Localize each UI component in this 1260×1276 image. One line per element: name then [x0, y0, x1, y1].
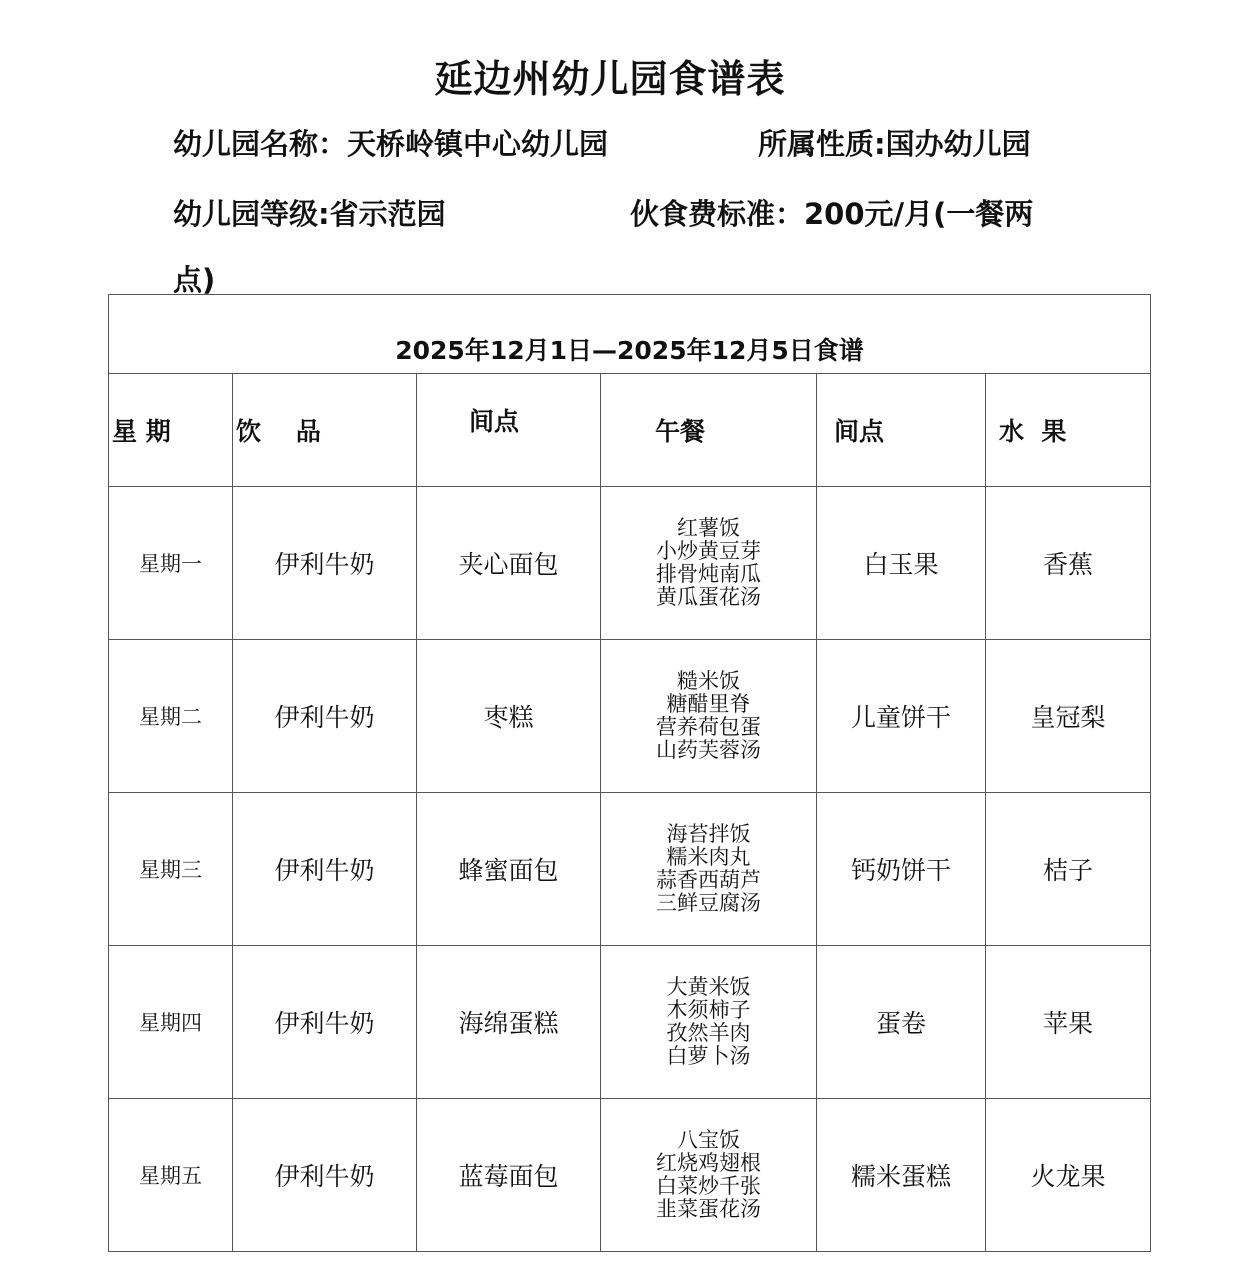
column-header-fruit: 水 果	[986, 374, 1151, 487]
menu-period-title: 2025年12月1日—2025年12月5日食谱	[109, 295, 1151, 374]
table-row-thursday	[109, 946, 1151, 1099]
snack-pm-cell: 糯米蛋糕	[817, 1099, 986, 1252]
lunch-item: 小炒黄豆芽	[656, 539, 761, 563]
snack-pm-cell: 儿童饼干	[817, 640, 986, 793]
fruit-cell: 香蕉	[986, 487, 1151, 640]
kindergarten-level: 幼儿园等级:省示范园	[173, 197, 446, 231]
table-row-friday	[109, 1099, 1151, 1252]
snack-pm-cell: 蛋卷	[817, 946, 986, 1099]
table-row-wednesday	[109, 793, 1151, 946]
lunch-item: 大黄米饭	[666, 975, 751, 999]
snack-am-cell: 蜂蜜面包	[417, 793, 601, 946]
page-title: 延边州幼儿园食谱表	[434, 57, 786, 101]
table-row-tuesday	[109, 640, 1151, 793]
meal-fee-standard-continued: 点)	[173, 263, 216, 297]
lunch-cell	[601, 1099, 817, 1252]
column-header-drink: 饮 品	[233, 374, 417, 487]
lunch-item: 海苔拌饭	[666, 822, 751, 846]
lunch-item: 营养荷包蛋	[656, 715, 761, 739]
meal-fee-standard: 伙食费标准：200元/月(一餐两	[630, 197, 1034, 231]
header-row	[109, 374, 1151, 487]
lunch-item: 蒜香西葫芦	[656, 868, 761, 892]
drink-cell: 伊利牛奶	[233, 1099, 417, 1252]
lunch-item: 韭菜蛋花汤	[656, 1197, 761, 1221]
lunch-item: 木须柿子	[666, 998, 751, 1022]
lunch-item: 糙米饭	[677, 669, 740, 693]
lunch-cell	[601, 640, 817, 793]
column-header-lunch: 午餐	[601, 374, 817, 487]
snack-pm-cell: 白玉果	[817, 487, 986, 640]
drink-cell: 伊利牛奶	[233, 793, 417, 946]
snack-am-cell: 蓝莓面包	[417, 1099, 601, 1252]
fruit-cell: 苹果	[986, 946, 1151, 1099]
day-cell: 星期二	[109, 640, 233, 793]
lunch-item: 孜然羊肉	[666, 1021, 751, 1045]
lunch-item: 红烧鸡翅根	[656, 1151, 761, 1175]
drink-cell: 伊利牛奶	[233, 946, 417, 1099]
fruit-cell: 桔子	[986, 793, 1151, 946]
menu-period-row	[109, 295, 1151, 374]
snack-am-cell: 枣糕	[417, 640, 601, 793]
lunch-cell	[601, 946, 817, 1099]
lunch-cell	[601, 487, 817, 640]
kindergarten-name: 幼儿园名称：天桥岭镇中心幼儿园	[173, 127, 609, 161]
drink-cell: 伊利牛奶	[233, 487, 417, 640]
snack-am-cell: 夹心面包	[417, 487, 601, 640]
fruit-cell: 皇冠梨	[986, 640, 1151, 793]
lunch-item: 黄瓜蛋花汤	[656, 585, 761, 609]
day-cell: 星期三	[109, 793, 233, 946]
lunch-item: 糖醋里脊	[666, 692, 751, 716]
lunch-item: 山药芙蓉汤	[656, 738, 761, 762]
drink-cell: 伊利牛奶	[233, 640, 417, 793]
lunch-item: 红薯饭	[677, 516, 740, 540]
column-header-snack-pm: 间点	[817, 374, 986, 487]
kindergarten-ownership: 所属性质:国办幼儿园	[758, 127, 1031, 161]
snack-pm-cell: 钙奶饼干	[817, 793, 986, 946]
table-row-monday	[109, 487, 1151, 640]
lunch-item: 八宝饭	[677, 1128, 740, 1152]
column-header-snack-am: 间点	[417, 374, 601, 487]
lunch-item: 白菜炒千张	[656, 1174, 761, 1198]
column-header-day: 星 期	[109, 374, 233, 487]
day-cell: 星期四	[109, 946, 233, 1099]
fruit-cell: 火龙果	[986, 1099, 1151, 1252]
snack-am-cell: 海绵蛋糕	[417, 946, 601, 1099]
day-cell: 星期一	[109, 487, 233, 640]
lunch-item: 三鲜豆腐汤	[656, 891, 761, 915]
weekly-menu-table	[108, 294, 1151, 1252]
lunch-item: 糯米肉丸	[666, 845, 751, 869]
lunch-cell	[601, 793, 817, 946]
lunch-item: 白萝卜汤	[666, 1044, 751, 1068]
lunch-item: 排骨炖南瓜	[656, 562, 761, 586]
day-cell: 星期五	[109, 1099, 233, 1252]
